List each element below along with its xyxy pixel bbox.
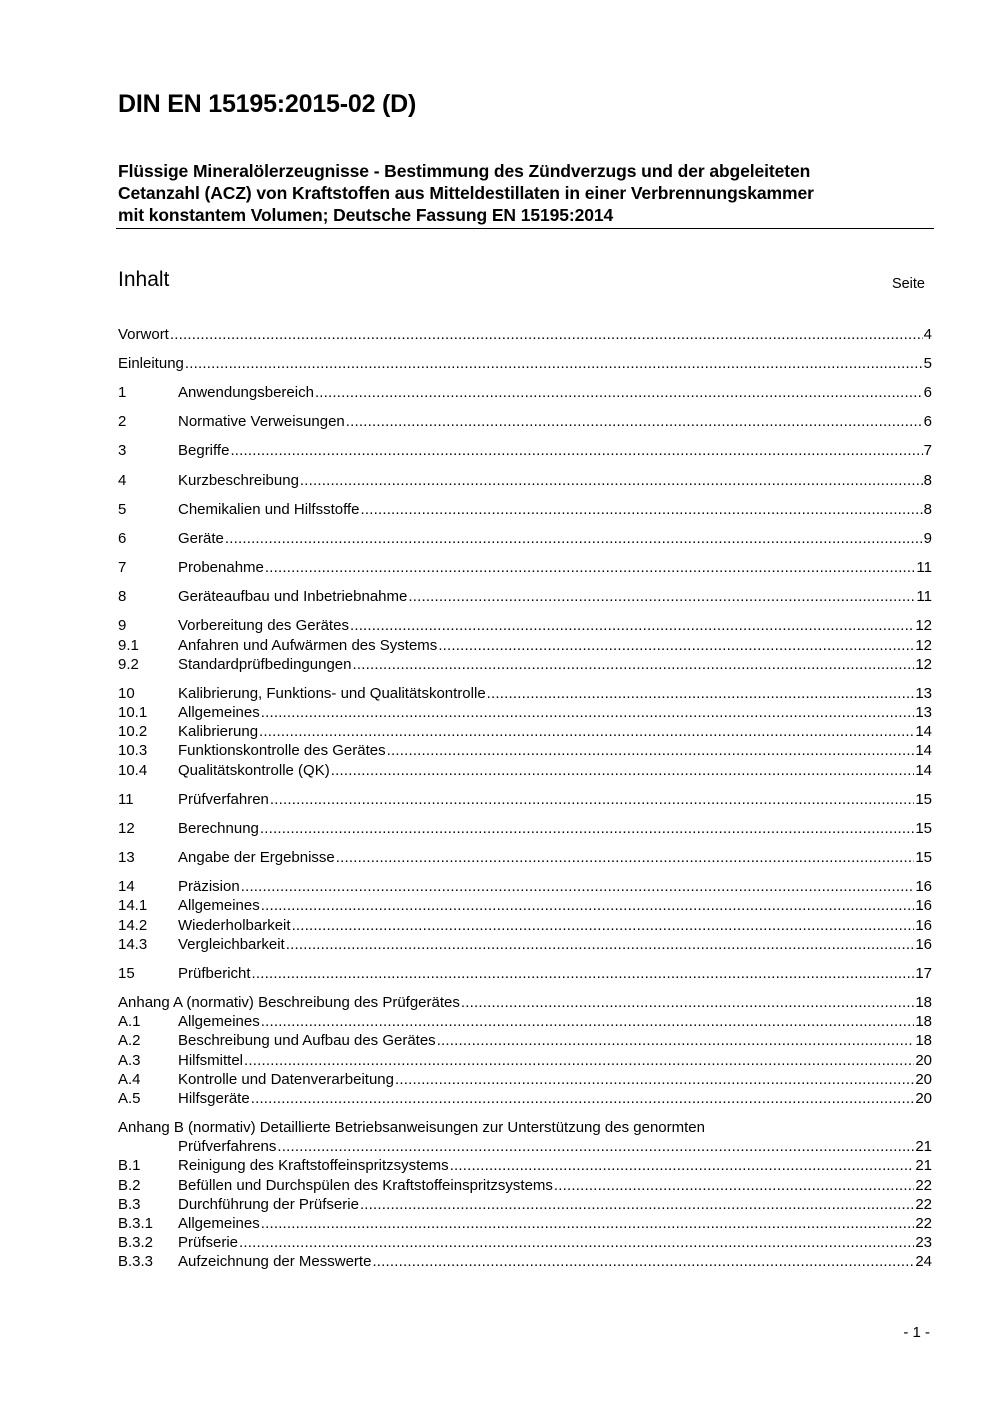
toc-dot-leader [261,1012,915,1032]
toc-entry-number: B.3.1 [118,1215,154,1232]
toc-entry-title: Hilfsgeräte [178,1090,250,1107]
toc-entry-number: B.1 [118,1157,141,1174]
toc-entry-page: 24 [915,1253,932,1270]
toc-entry-title: Reinigung des Kraftstoffeinspritzsystems [178,1157,449,1174]
toc-entry-title: Vergleichbarkeit [178,936,285,953]
toc-entry[interactable] [118,655,932,675]
toc-entry-title: Allgemeines [178,897,260,914]
toc-dot-leader [270,790,914,810]
toc-entry-page: 15 [915,791,932,808]
toc-entry-page: 17 [915,965,932,982]
toc-dot-leader [265,558,916,578]
toc-entry-number: 10.4 [118,762,148,779]
toc-dot-leader [225,529,923,549]
toc-entry-title: Qualitätskontrolle (QK) [178,762,330,779]
toc-entry-title: Aufzeichnung der Messwerte [178,1253,372,1270]
toc-entry-page: 16 [915,917,932,934]
toc-dot-leader [286,935,915,955]
toc-entry-title: Chemikalien und Hilfsstoffe [178,501,360,518]
toc-entry-title: Prüfverfahren [178,791,269,808]
toc-entry-page: 12 [915,656,932,673]
toc-entry[interactable] [118,325,932,345]
toc-entry-page: 20 [915,1071,932,1088]
toc-entry-page: 15 [915,820,932,837]
toc-entry-title: Anwendungsbereich [178,384,314,401]
toc-entry-number: A.2 [118,1032,141,1049]
toc-entry-title: Standardprüfbedingungen [178,656,352,673]
toc-entry-page: 15 [915,849,932,866]
toc-entry-page: 22 [915,1177,932,1194]
toc-dot-leader [360,1195,914,1215]
toc-entry-page: 9 [923,530,932,547]
document-title-line: Cetanzahl (ACZ) von Kraftstoffen aus Mitteldestillaten in einer Verbrennungskammer [118,183,814,203]
toc-entry-number: 14.1 [118,897,148,914]
toc-entry-number: A.5 [118,1090,141,1107]
toc-entry-page: 16 [915,878,932,895]
toc-entry[interactable] [118,1089,932,1109]
toc-entry[interactable] [118,1233,932,1253]
toc-dot-leader [239,1233,914,1253]
toc-entry-number: 8 [118,588,127,605]
toc-dot-leader [408,587,915,607]
toc-dot-leader [261,1214,915,1234]
toc-entry-number: A.1 [118,1013,141,1030]
toc-entry-title: Allgemeines [178,1215,260,1232]
toc-dot-leader [292,916,915,936]
toc-entry-page: 18 [915,994,932,1011]
toc-dot-leader [251,1089,915,1109]
toc-entry-title: Probenahme [178,559,264,576]
toc-entry[interactable] [118,1137,932,1157]
toc-entry[interactable] [118,500,932,520]
toc-dot-leader [300,471,923,491]
toc-dot-leader [241,877,915,897]
toc-dot-leader [331,761,915,781]
toc-entry-page: 14 [915,723,932,740]
toc-dot-leader [395,1070,914,1090]
toc-entry-title: Normative Verweisungen [178,413,345,430]
toc-dot-leader [461,993,914,1013]
toc-dot-leader [438,636,914,656]
toc-entry-title: Allgemeines [178,704,260,721]
toc-entry-page: 18 [915,1032,932,1049]
toc-dot-leader [554,1176,914,1196]
toc-entry-title: Einleitung [118,355,184,372]
toc-entry-number: 5 [118,501,127,518]
toc-entry-number: 7 [118,559,127,576]
toc-annex-b-heading[interactable]: Anhang B (normativ) Detaillierte Betriebsanweisungen zur Unterstützung des genormten [118,1119,705,1136]
toc-entry-page: 20 [915,1090,932,1107]
toc-entry[interactable] [118,993,932,1013]
toc-entry-number: 13 [118,849,135,866]
toc-dot-leader [372,1252,914,1272]
toc-entry[interactable] [118,935,932,955]
toc-entry-page: 21 [915,1138,932,1155]
toc-entry[interactable] [118,848,932,868]
document-title-line: Flüssige Mineralölerzeugnisse - Bestimmung des Zündverzugs und der abgeleiteten [118,161,811,181]
toc-entry-page: 11 [916,588,932,605]
toc-entry-page: 21 [915,1157,932,1174]
toc-entry-title: Präzision [178,878,240,895]
toc-entry-number: 9.2 [118,656,139,673]
toc-entry[interactable] [118,471,932,491]
toc-dot-leader [260,819,914,839]
toc-entry[interactable] [118,1176,932,1196]
toc-entry[interactable] [118,529,932,549]
toc-entry-title: Hilfsmittel [178,1052,244,1069]
toc-entry-page: 23 [915,1234,932,1251]
toc-entry-title: Kalibrierung, Funktions- und Qualitätskontrolle [178,685,486,702]
toc-entry[interactable] [118,354,932,374]
toc-entry-number: B.3.2 [118,1234,154,1251]
toc-entry[interactable] [118,964,932,984]
toc-entry-page: 5 [923,355,932,372]
toc-entry-number: 10.3 [118,742,148,759]
toc-entry-page: 8 [923,501,932,518]
toc-entry-title: Geräteaufbau und Inbetriebnahme [178,588,408,605]
toc-entry-page: 8 [923,472,932,489]
toc-entry-title: Kurzbeschreibung [178,472,299,489]
toc-dot-leader [346,412,923,432]
toc-dot-leader [244,1051,914,1071]
toc-entry-number: 9 [118,617,127,634]
toc-entry-title: Anfahren und Aufwärmen des Systems [178,637,438,654]
document-title [118,160,933,226]
toc-entry-number: A.3 [118,1052,141,1069]
toc-entry-title: Prüfserie [178,1234,239,1251]
toc-entry[interactable] [118,1195,932,1215]
toc-entry-title: Durchführung der Prüfserie [178,1196,359,1213]
toc-entry[interactable] [118,1214,932,1234]
toc-entry-number: 14.3 [118,936,148,953]
toc-entry[interactable] [118,877,932,897]
toc-dot-leader [437,1031,915,1051]
toc-entry[interactable] [118,1012,932,1032]
toc-entry[interactable] [118,722,932,742]
toc-entry-number: B.3 [118,1196,141,1213]
toc-entry-number: 11 [118,791,134,808]
toc-entry-number: 14.2 [118,917,148,934]
page-number: - 1 - [903,1324,930,1341]
toc-entry[interactable] [118,741,932,761]
toc-entry-number: 12 [118,820,135,837]
toc-dot-leader [259,722,914,742]
toc-entry-page: 13 [915,704,932,721]
toc-dot-leader [185,354,923,374]
toc-entry-page: 12 [915,617,932,634]
toc-entry[interactable] [118,587,932,607]
toc-entry[interactable] [118,684,932,704]
toc-entry[interactable] [118,896,932,916]
toc-entry-number: 15 [118,965,135,982]
toc-entry[interactable] [118,1070,932,1090]
toc-dot-leader [450,1156,915,1176]
toc-entry-number: 2 [118,413,127,430]
toc-entry-title: Befüllen und Durchspülen des Kraftstoffeinspritzsystems [178,1177,553,1194]
toc-dot-leader [277,1137,914,1157]
document-title-line: mit konstantem Volumen; Deutsche Fassung EN 15195:2014 [118,205,614,225]
toc-dot-leader [350,616,914,636]
toc-entry-number: 3 [118,442,127,459]
toc-entry-page: 4 [923,326,932,343]
toc-entry[interactable] [118,383,932,403]
toc-entry-page: 13 [915,685,932,702]
toc-heading: Inhalt [118,268,170,291]
toc-entry-page: 16 [915,897,932,914]
toc-entry-number: 10.1 [118,704,148,721]
toc-entry-page: 6 [923,384,932,401]
toc-entry-title: Prüfbericht [178,965,251,982]
toc-entry[interactable] [118,1156,932,1176]
toc-entry-title: Anhang A (normativ) Beschreibung des Prüfgerätes [118,994,460,1011]
toc-entry[interactable] [118,558,932,578]
toc-entry-title: Prüfverfahrens [178,1138,277,1155]
toc-entry-number: B.2 [118,1177,141,1194]
title-divider [116,228,934,229]
toc-entry-title: Angabe der Ergebnisse [178,849,335,866]
toc-entry[interactable] [118,441,932,461]
toc-entry-number: 9.1 [118,637,139,654]
toc-entry-title: Wiederholbarkeit [178,917,291,934]
toc-entry-page: 22 [915,1215,932,1232]
toc-page-column-label: Seite [891,276,925,292]
toc-dot-leader [487,684,915,704]
toc-entry-number: 10.2 [118,723,148,740]
toc-entry[interactable] [118,790,932,810]
toc-entry-page: 6 [923,413,932,430]
toc-entry[interactable] [118,1031,932,1051]
toc-entry-page: 12 [915,637,932,654]
toc-dot-leader [230,441,922,461]
toc-entry-title: Geräte [178,530,224,547]
toc-dot-leader [360,500,922,520]
toc-entry-title: Begriffe [178,442,230,459]
toc-entry-number: 10 [118,685,135,702]
toc-dot-leader [315,383,923,403]
toc-entry[interactable] [118,412,932,432]
toc-entry-number: 1 [118,384,127,401]
toc-entry-number: 4 [118,472,127,489]
toc-dot-leader [387,741,915,761]
toc-entry-page: 14 [915,742,932,759]
toc-dot-leader [261,703,915,723]
toc-entry-number: 14 [118,878,135,895]
toc-entry-title: Vorwort [118,326,169,343]
toc-dot-leader [170,325,923,345]
toc-entry[interactable] [118,1252,932,1272]
toc-dot-leader [352,655,914,675]
toc-entry-title: Allgemeines [178,1013,260,1030]
toc-entry-number: 6 [118,530,127,547]
toc-entry-title: Beschreibung und Aufbau des Gerätes [178,1032,436,1049]
toc-entry[interactable] [118,916,932,936]
toc-dot-leader [261,896,915,916]
toc-entry-page: 18 [915,1013,932,1030]
toc-entry[interactable] [118,616,932,636]
toc-entry[interactable] [118,819,932,839]
toc-entry[interactable] [118,636,932,656]
toc-entry-number: A.4 [118,1071,141,1088]
toc-entry-page: 7 [923,442,932,459]
toc-entry-title: Kalibrierung [178,723,259,740]
toc-entry[interactable] [118,761,932,781]
toc-entry-page: 14 [915,762,932,779]
toc-entry-page: 11 [916,559,932,576]
toc-entry-title: Funktionskontrolle des Gerätes [178,742,386,759]
toc-entry[interactable] [118,703,932,723]
toc-entry-number: B.3.3 [118,1253,154,1270]
toc-entry-page: 22 [915,1196,932,1213]
toc-entry-title: Berechnung [178,820,259,837]
toc-entry-title: Vorbereitung des Gerätes [178,617,349,634]
toc-entry-title: Kontrolle und Datenverarbeitung [178,1071,394,1088]
toc-dot-leader [336,848,915,868]
toc-entry-page: 16 [915,936,932,953]
toc-dot-leader [252,964,915,984]
document-id: DIN EN 15195:2015-02 (D) [118,90,417,118]
toc-entry-page: 20 [915,1052,932,1069]
toc-entry[interactable] [118,1051,932,1071]
